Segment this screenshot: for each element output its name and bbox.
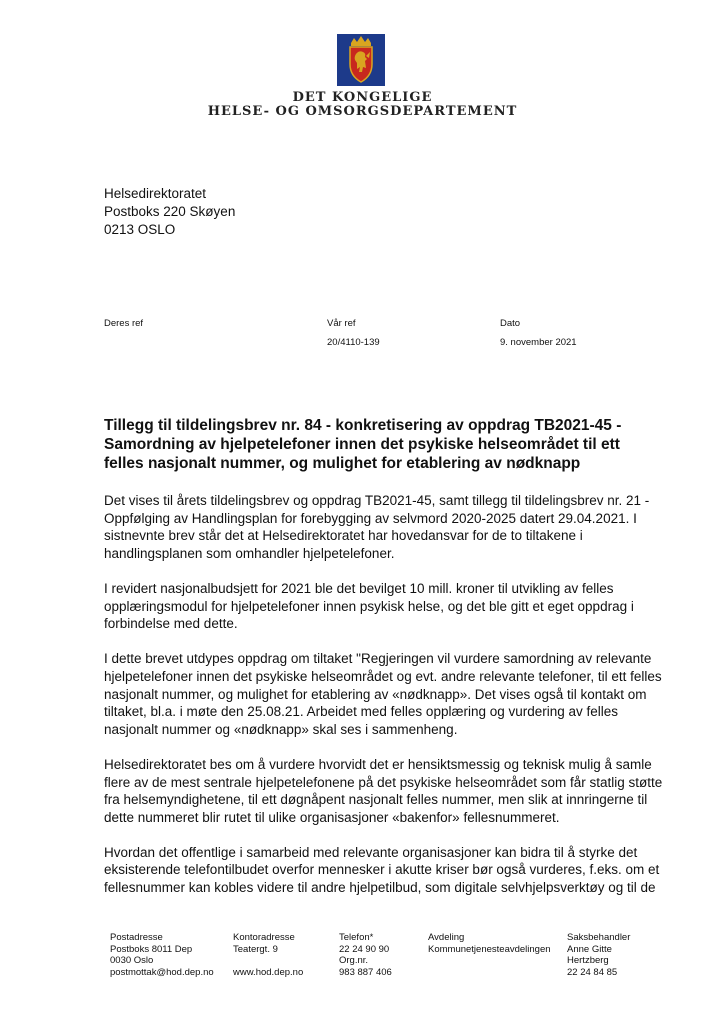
- footer-text: [233, 955, 303, 967]
- var-ref-label: Vår ref: [327, 318, 356, 329]
- footer-text: 22 24 90 90: [339, 943, 390, 955]
- footer-text: Postboks 8011 Dep: [110, 943, 193, 955]
- recipient-city: 0213 OSLO: [104, 222, 176, 237]
- footer-website: www.hod.dep.no: [233, 966, 304, 978]
- footer-label: Postadresse: [110, 932, 163, 943]
- body-paragraph: I dette brevet utdypes oppdrag om tiltaket "Regjeringen vil vurdere samordning av relevante hjelpetelefoner innen det psykiske helseområdet og evt. andre relevante telefoner, til ett felles nasjonalt nummer, og mulighet for etablering av «nødknapp». Det vises også til kontakt om tiltaket, bl.a. i møte den 25.08.21. Arbeidet med felles opplæring og vurdering av felles nasjonalt nummer og «nødknapp» skal ses i sammenheng.: [104, 651, 662, 737]
- letter-title: Tillegg til tildelingsbrev nr. 84 - konkretisering av oppdrag TB2021-45 - Samordning av hjelpetelefoner innen det psykiske helseområdet til ett felles nasjonalt nummer, og mulighet for etablering av nødknapp: [104, 417, 622, 472]
- var-ref-value: 20/4110-139: [327, 337, 380, 348]
- footer-label: Telefon*: [339, 932, 374, 943]
- footer-saksbehandler: [567, 932, 630, 978]
- department-name-line1: DET KONGELIGE: [292, 90, 433, 105]
- footer-text: Teatergt. 9: [233, 943, 278, 955]
- recipient-street: Postboks 220 Skøyen: [104, 204, 236, 219]
- footer-avdeling: [428, 932, 551, 955]
- recipient-address: [104, 185, 235, 239]
- deres-ref-label: Deres ref: [104, 318, 144, 329]
- footer-text: Org.nr.: [339, 955, 369, 967]
- footer-label: Avdeling: [428, 932, 465, 943]
- recipient-name: Helsedirektoratet: [104, 186, 207, 201]
- footer-kontoradresse: [233, 932, 303, 978]
- footer-email: postmottak@hod.dep.no: [110, 966, 214, 978]
- footer-text: 0030 Oslo: [110, 955, 154, 967]
- footer-text: Hertzberg: [567, 955, 609, 967]
- letter-body: [104, 492, 664, 914]
- department-name-line2: HELSE- OG OMSORGSDEPARTEMENT: [207, 104, 518, 119]
- coat-of-arms-icon: [337, 34, 385, 86]
- footer-telefon: [339, 932, 392, 978]
- dato-label: Dato: [500, 318, 521, 329]
- body-paragraph: Det vises til årets tildelingsbrev og oppdrag TB2021-45, samt tillegg til tildelingsbrev nr. 21 - Oppfølging av Handlingsplan for forebygging av selvmord 2020-2025 datert 29.04.2021. I sistnevnte brev står det at Helsedirektoratet har hovedansvar for de to tiltakene i handlingsplanen som omhandler hjelpetelefoner.: [104, 493, 650, 561]
- footer-text: Kommunetjenesteavdelingen: [428, 943, 551, 955]
- footer-text: 983 887 406: [339, 966, 392, 978]
- footer-label: Kontoradresse: [233, 932, 295, 943]
- footer-label: Saksbehandler: [567, 932, 631, 943]
- body-paragraph: Hvordan det offentlige i samarbeid med relevante organisasjoner kan bidra til å styrke det eksisterende telefontilbudet overfor mennesker i akutte kriser bør også vurderes, f.eks. om et fellesnummer kan kobles videre til andre hjelpetilbud, som digitale selvhjelpsverktøy og til de: [104, 844, 660, 896]
- body-paragraph: I revidert nasjonalbudsjett for 2021 ble det bevilget 10 mill. kroner til utvikling av felles opplæringsmodul for hjelpetelefoner innen psykisk helse, og det ble gitt et eget oppdrag i forbindelse med dette.: [104, 580, 634, 632]
- body-paragraph: Helsedirektoratet bes om å vurdere hvorvidt det er hensiktsmessig og teknisk mulig å samle flere av de mest sentrale hjelpetelefonene på det psykiske helseområdet som får statlig støtte fra helsemyndighetene, til ett døgnåpent nasjonalt felles nummer, men slik at innringerne til dette nummeret blir rutet til ulike organisasjoner «bakenfor» fellesnummeret.: [104, 756, 663, 825]
- footer-postadresse: [110, 932, 214, 978]
- footer-text: Anne Gitte: [567, 943, 612, 955]
- dato-value: 9. november 2021: [500, 337, 577, 348]
- footer-text: 22 24 84 85: [567, 966, 618, 978]
